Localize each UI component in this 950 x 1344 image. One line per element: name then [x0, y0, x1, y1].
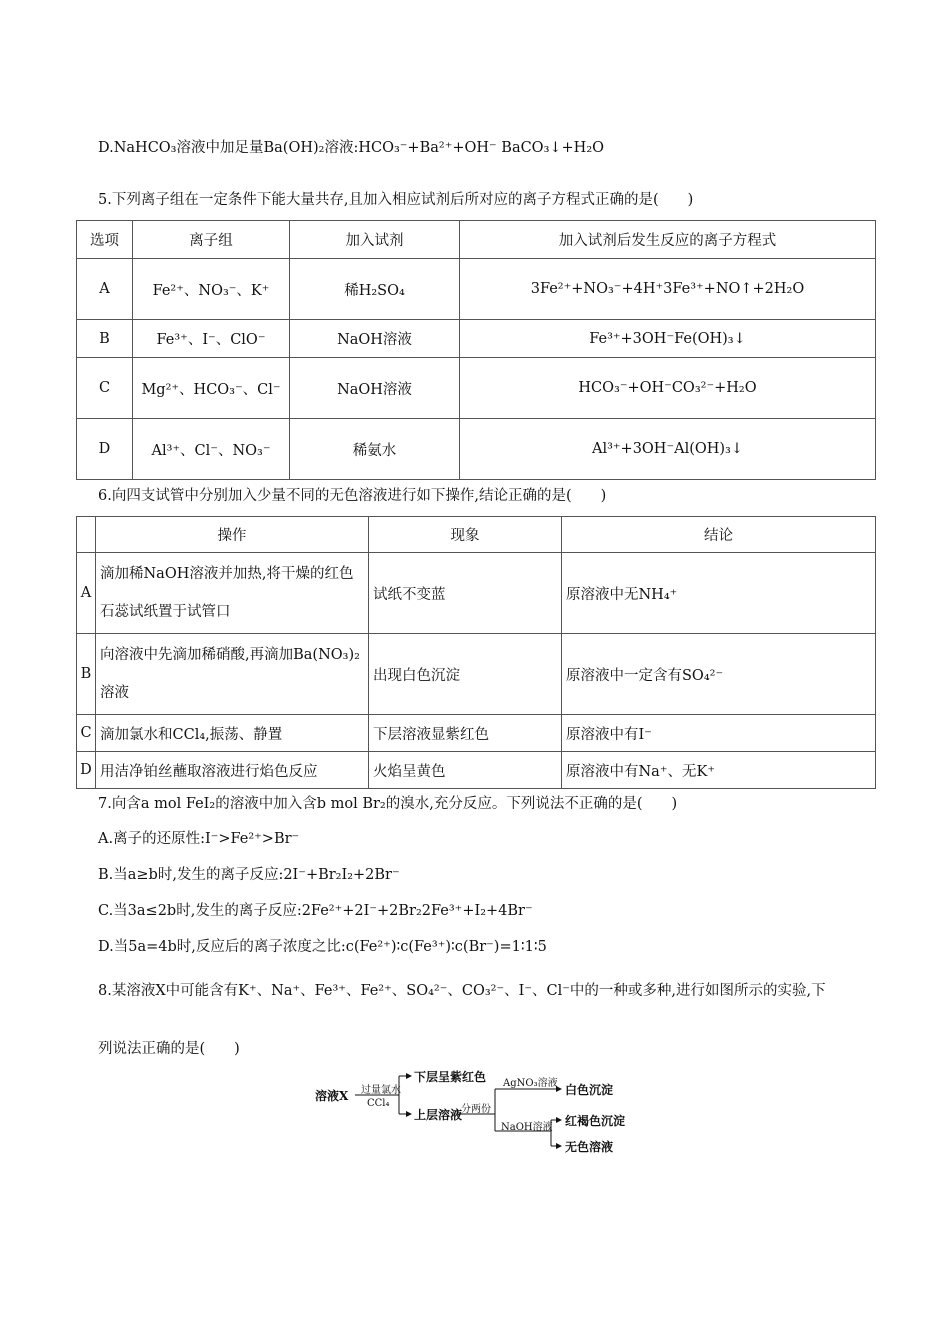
- ion-group: Al³⁺、Cl⁻、NO₃⁻: [133, 419, 290, 480]
- q5-header: 加入试剂: [290, 221, 460, 259]
- phenomenon: 火焰呈黄色: [369, 752, 562, 789]
- flow-reagent-naoh: NaOH溶液: [501, 1122, 553, 1133]
- flow-step1-top: 过量氯水: [361, 1085, 401, 1096]
- table-row: [77, 358, 876, 419]
- reagent: NaOH溶液: [290, 358, 460, 419]
- flow-split: 分两份: [461, 1104, 491, 1115]
- flow-result-white: 白色沉淀: [565, 1083, 614, 1097]
- q4-option-d: D.NaHCO₃溶液中加足量Ba(OH)₂溶液:HCO₃⁻+Ba²⁺+OH⁻ BaCO₃↓+H₂O: [98, 140, 605, 156]
- q8-flowchart: [315, 1064, 645, 1159]
- table-row: [77, 320, 876, 358]
- q5-header: 离子组: [133, 221, 290, 259]
- q8-stem-line1: 8.某溶液X中可能含有K⁺、Na⁺、Fe³⁺、Fe²⁺、SO₄²⁻、CO₃²⁻、I⁻、Cl⁻中的一种或多种,进行如图所示的实验,下: [98, 983, 826, 999]
- ion-group: Mg²⁺、HCO₃⁻、Cl⁻: [133, 358, 290, 419]
- q5-header: 选项: [77, 221, 133, 259]
- conclusion: 原溶液中有Na⁺、无K⁺: [562, 752, 876, 789]
- table-row: [77, 259, 876, 320]
- ionic-equation: Al³⁺+3OH⁻Al(OH)₃↓: [460, 419, 876, 480]
- q6-header-row: [77, 517, 876, 553]
- ionic-equation: 3Fe²⁺+NO₃⁻+4H⁺3Fe³⁺+NO↑+2H₂O: [460, 259, 876, 320]
- reagent: 稀H₂SO₄: [290, 259, 460, 320]
- ion-group: Fe³⁺、I⁻、ClO⁻: [133, 320, 290, 358]
- q6-header: [77, 517, 96, 553]
- flow-reagent-agno3: AgNO₃溶液: [503, 1078, 558, 1089]
- flow-upper-layer: 上层溶液: [414, 1108, 463, 1122]
- q7-option-a: A.离子的还原性:I⁻>Fe²⁺>Br⁻: [98, 831, 300, 847]
- table-row: [77, 419, 876, 480]
- phenomenon: 下层溶液显紫红色: [369, 715, 562, 752]
- q5-stem: 5.下列离子组在一定条件下能大量共存,且加入相应试剂后所对应的离子方程式正确的是( ): [98, 192, 694, 208]
- q6-stem: 6.向四支试管中分别加入少量不同的无色溶液进行如下操作,结论正确的是( ): [98, 488, 607, 504]
- flow-start: 溶液X: [315, 1089, 349, 1103]
- q7-option-c: C.当3a≤2b时,发生的离子反应:2Fe²⁺+2I⁻+2Br₂2Fe³⁺+I₂+4Br⁻: [98, 903, 533, 919]
- flow-lower-layer: 下层呈紫红色: [414, 1070, 487, 1084]
- q6-header: 现象: [369, 517, 562, 553]
- table-row: [77, 752, 876, 789]
- option-label: C: [77, 715, 96, 752]
- option-label: A: [77, 259, 133, 320]
- q5-header: 加入试剂后发生反应的离子方程式: [460, 221, 876, 259]
- option-label: B: [77, 634, 96, 715]
- table-row: [77, 634, 876, 715]
- operation: 滴加稀NaOH溶液并加热,将干燥的红色石蕊试纸置于试管口: [96, 553, 369, 634]
- option-label: C: [77, 358, 133, 419]
- conclusion: 原溶液中无NH₄⁺: [562, 553, 876, 634]
- operation: 向溶液中先滴加稀硝酸,再滴加Ba(NO₃)₂溶液: [96, 634, 369, 715]
- option-label: B: [77, 320, 133, 358]
- option-label: D: [77, 419, 133, 480]
- phenomenon: 出现白色沉淀: [369, 634, 562, 715]
- operation: 用洁净铂丝蘸取溶液进行焰色反应: [96, 752, 369, 789]
- q7-stem: 7.向含a mol FeI₂的溶液中加入含b mol Br₂的溴水,充分反应。下列说法不正确的是( ): [98, 796, 678, 812]
- conclusion: 原溶液中有I⁻: [562, 715, 876, 752]
- q6-header: 操作: [96, 517, 369, 553]
- q7-option-b: B.当a≥b时,发生的离子反应:2I⁻+Br₂I₂+2Br⁻: [98, 867, 400, 883]
- phenomenon: 试纸不变蓝: [369, 553, 562, 634]
- ion-group: Fe²⁺、NO₃⁻、K⁺: [133, 259, 290, 320]
- option-label: A: [77, 553, 96, 634]
- ionic-equation: HCO₃⁻+OH⁻CO₃²⁻+H₂O: [460, 358, 876, 419]
- q5-table: [76, 220, 876, 480]
- ionic-equation: Fe³⁺+3OH⁻Fe(OH)₃↓: [460, 320, 876, 358]
- flow-result-red-brown: 红褐色沉淀: [565, 1114, 626, 1128]
- q8-stem-line2: 列说法正确的是( ): [98, 1041, 240, 1057]
- q6-table: [76, 516, 876, 789]
- operation: 滴加氯水和CCl₄,振荡、静置: [96, 715, 369, 752]
- reagent: NaOH溶液: [290, 320, 460, 358]
- flow-step1-bottom: CCl₄: [367, 1098, 390, 1109]
- q7-option-d: D.当5a=4b时,反应后的离子浓度之比:c(Fe²⁺)∶c(Fe³⁺)∶c(Br⁻)=1∶1∶5: [98, 939, 547, 955]
- table-row: [77, 715, 876, 752]
- option-label: D: [77, 752, 96, 789]
- table-row: [77, 553, 876, 634]
- q5-header-row: [77, 221, 876, 259]
- flow-result-colorless: 无色溶液: [565, 1140, 614, 1154]
- q6-header: 结论: [562, 517, 876, 553]
- reagent: 稀氨水: [290, 419, 460, 480]
- conclusion: 原溶液中一定含有SO₄²⁻: [562, 634, 876, 715]
